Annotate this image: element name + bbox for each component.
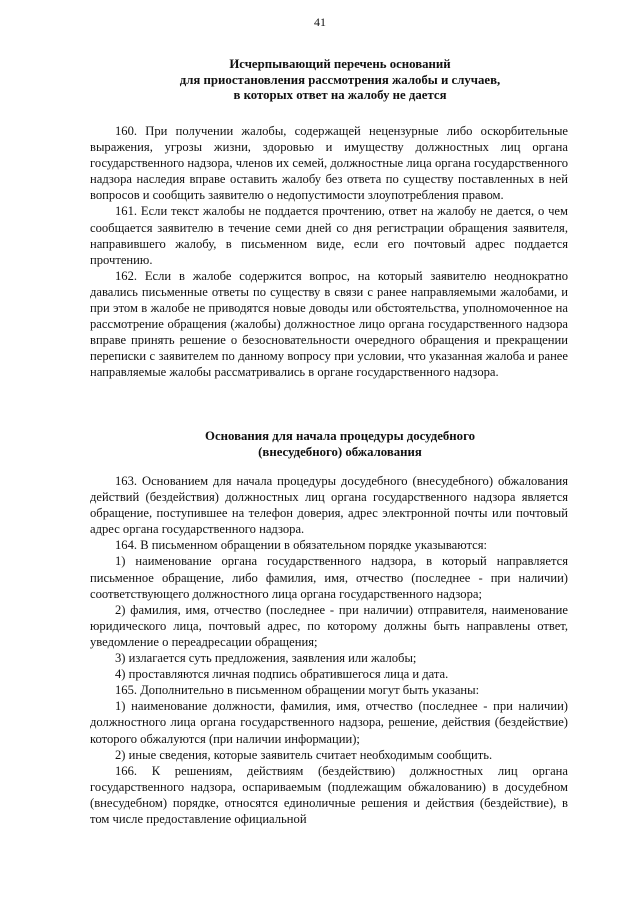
heading-line: в которых ответ на жалобу не дается (233, 88, 447, 102)
page-number: 41 (314, 15, 326, 29)
paragraph-160: 160. При получении жалобы, содержащей нецензурные либо оскорбительные выражения, угрозы жизни, здоровью и имуществу должностных лиц органа государственного надзора, членов их семей, должностные лица органа государственного надзора наследия вправе оставить жалобу без ответа по существу поставленных в ней вопросов и сообщить заявителю о недопустимости злоупотребления правом. (90, 124, 568, 203)
heading-line: Исчерпывающий перечень оснований (229, 57, 451, 71)
paragraph-162: 162. Если в жалобе содержится вопрос, на который заявителю неоднократно давались письменные ответы по существу в связи с ранее направляемыми жалобами, и при этом в жалобе не приводятся новые доводы или обстоятельства, уполномоченное на рассмотрение обращения (жалобы) должностное лицо органа государственного надзора вправе принять решение о безосновательности очередного обращения и прекращении переписки с заявителем по данному вопросу при условии, что указанная жалоба и ранее направляемые жалобы рассматривались в органе государственного надзора. (90, 268, 568, 380)
paragraph-164: 164. В письменном обращении в обязательном порядке указываются: (115, 538, 488, 553)
list-item-164-4: 4) проставляются личная подпись обратившегося лица и дата. (115, 667, 449, 682)
list-item-165-2: 2) иные сведения, которые заявитель считает необходимым сообщить. (115, 747, 493, 762)
paragraph-161: 161. Если текст жалобы не поддается прочтению, ответ на жалобу не дается, о чем сообщается заявителю в течение семи дней со дня регистрации обращения заявителя, направившего жалобу, в письменном виде, если его почтовый адрес поддается прочтению. (90, 204, 568, 267)
paragraph-163: 163. Основанием для начала процедуры досудебного (внесудебного) обжалования действий (бездействия) должностных лиц органа государственного надзора является обращение, поступившее на телефон доверия, адрес электронной почты или почтовый адрес органа государственного надзора. (90, 474, 568, 537)
section-heading-suspension-grounds (112, 57, 568, 104)
list-item-164-1: 1) наименование органа государственного надзора, в который направляется письменное обращение, либо фамилия, имя, отчество (последнее - при наличии) соответствующего должностного лица органа государственного надзора; (90, 554, 568, 601)
heading-line: Основания для начала процедуры досудебного (205, 429, 475, 443)
heading-line: (внесудебного) обжалования (258, 444, 422, 459)
list-item-165-1: 1) наименование должности, фамилия, имя, отчество (последнее - при наличии) должностного лица органа государственного надзора, решение, действия (бездействие) которого обжалуются (при наличии информации); (90, 699, 568, 746)
heading-line: для приостановления рассмотрения жалобы и случаев, (179, 72, 501, 87)
section-heading-appeal-grounds (112, 429, 568, 460)
section-body-suspension (90, 123, 568, 381)
paragraph-165: 165. Дополнительно в письменном обращении могут быть указаны: (115, 683, 480, 698)
section-body-appeal (90, 473, 568, 827)
paragraph-166: 166. К решениям, действиям (бездействию) должностных лиц органа государственного надзора, оспариваемым (подлежащим обжалованию) в досудебном (внесудебном) порядке, относятся единоличные решения и действия (бездействие), в том числе предоставление официальной (90, 763, 568, 826)
list-item-164-3: 3) излагается суть предложения, заявления или жалобы; (115, 651, 417, 666)
list-item-164-2: 2) фамилия, имя, отчество (последнее - при наличии) отправителя, наименование юридического лица, почтовый адрес, по которому должны быть направлены ответ, уведомление о переадресации обращения; (90, 602, 568, 649)
